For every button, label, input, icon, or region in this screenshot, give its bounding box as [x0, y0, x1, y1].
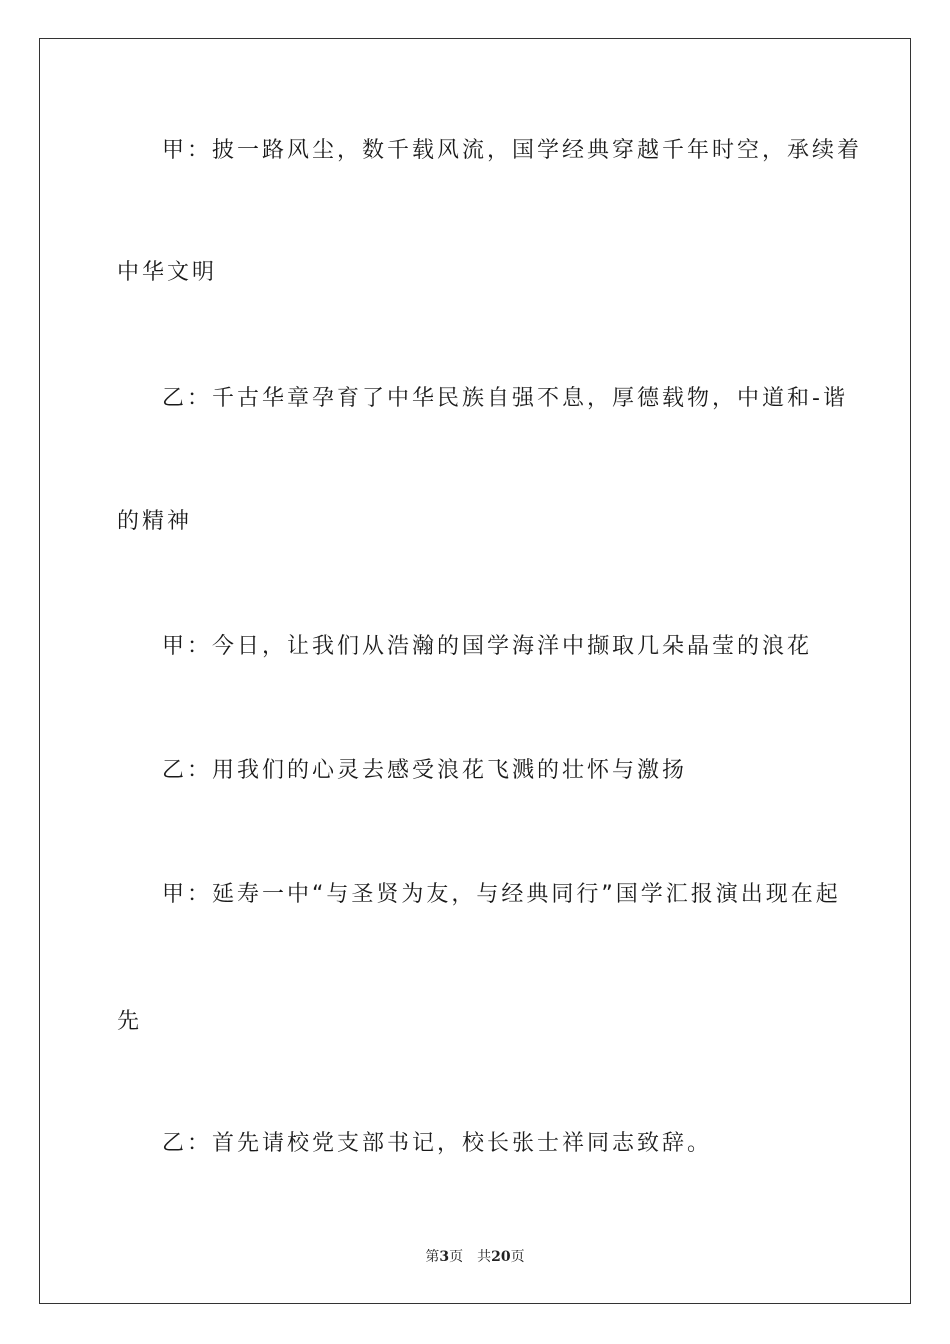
paragraph-line-1: 甲：披一路风尘，数千载风流，国学经典穿越千年时空，承续着	[162, 138, 863, 163]
total-prefix: 共	[477, 1249, 492, 1265]
paragraph-line-6: 乙：用我们的心灵去感受浪花飞溅的壮怀与激扬	[162, 758, 688, 783]
paragraph-line-5: 甲：今日，让我们从浩瀚的国学海洋中撷取几朵晶莹的浪花	[162, 634, 813, 659]
paragraph-line-7: 甲：延寿一中“与圣贤为友，与经典同行”国学汇报演出现在起	[162, 882, 841, 907]
paragraph-line-8: 先	[117, 1009, 143, 1034]
total-suffix: 页	[510, 1249, 525, 1265]
page-number: 3	[439, 1249, 450, 1265]
page-prefix: 第	[425, 1249, 440, 1265]
paragraph-line-9: 乙：首先请校党支部书记，校长张士祥同志致辞。	[162, 1131, 713, 1156]
paragraph-line-3: 乙：千古华章孕育了中华民族自强不息，厚德载物，中道和-谐	[162, 386, 848, 411]
total-pages: 20	[491, 1249, 511, 1265]
page-suffix: 页	[449, 1249, 464, 1265]
paragraph-line-4: 的精神	[117, 509, 193, 534]
page-footer	[0, 1247, 950, 1267]
page-frame	[39, 38, 911, 1304]
paragraph-line-2: 中华文明	[117, 260, 218, 285]
